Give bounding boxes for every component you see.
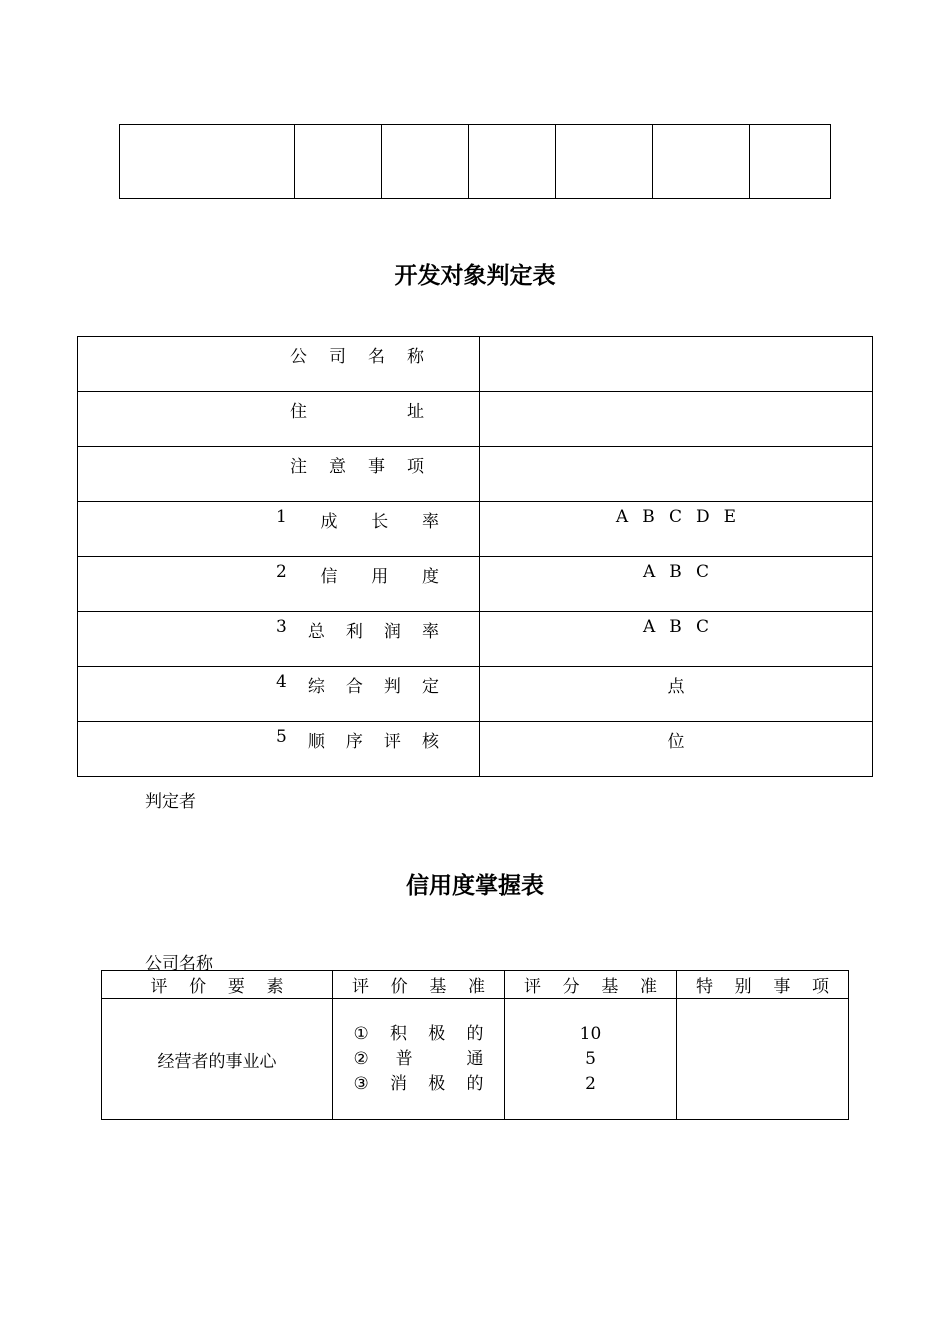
table-row <box>78 337 873 392</box>
empty-cell <box>295 125 382 199</box>
empty-cell <box>120 125 295 199</box>
empty-cell <box>556 125 653 199</box>
option-normal: ② 普 通 <box>353 1048 484 1069</box>
company-name-label: 公 司 名 称 <box>290 347 424 367</box>
label-cell <box>78 557 480 612</box>
overall-judgment-label: 4 综 合 判 定 <box>276 672 439 697</box>
factor-cell: 经营者的事业心 <box>102 999 333 1120</box>
company-name-value <box>480 337 873 392</box>
credit-assessment-table <box>101 970 849 1120</box>
notes-value <box>480 447 873 502</box>
criteria-cell <box>333 999 505 1120</box>
table-row <box>78 612 873 667</box>
label-cell <box>78 612 480 667</box>
gross-profit-rate-label: 3 总 利 润 率 <box>276 617 439 642</box>
label-cell <box>78 392 480 447</box>
credit-table-title: 信用度掌握表 <box>406 873 544 899</box>
overall-judgment-value: 点 <box>480 667 873 722</box>
table-row <box>78 392 873 447</box>
table-header-row <box>102 971 849 999</box>
table-row <box>102 999 849 1120</box>
credit-grades: ABC <box>480 557 873 612</box>
label-cell <box>78 447 480 502</box>
table-row <box>78 557 873 612</box>
table-row <box>78 502 873 557</box>
table-row <box>78 667 873 722</box>
score-cell <box>505 999 677 1120</box>
ranking-review-label: 5 顺 序 评 核 <box>276 727 439 752</box>
judgment-table <box>77 336 873 777</box>
header-evaluation-criteria: 评 价 基 准 <box>333 971 505 999</box>
header-special-notes: 特 别 事 项 <box>677 971 849 999</box>
label-cell <box>78 722 480 777</box>
score-value: 10 <box>579 1023 602 1044</box>
header-scoring-criteria: 评 分 基 准 <box>505 971 677 999</box>
option-positive: ① 积 极 的 <box>353 1023 484 1044</box>
top-empty-table <box>119 124 831 199</box>
credit-label: 2 信 用 度 <box>276 562 439 587</box>
score-value: 2 <box>585 1073 596 1094</box>
label-cell <box>78 337 480 392</box>
ranking-review-value: 位 <box>480 722 873 777</box>
table-row <box>78 722 873 777</box>
empty-cell <box>382 125 469 199</box>
special-notes-cell <box>677 999 849 1120</box>
gross-profit-rate-grades: ABC <box>480 612 873 667</box>
company-name-caption: 公司名称 <box>145 954 213 974</box>
label-cell <box>78 667 480 722</box>
judger-label: 判定者 <box>145 792 196 812</box>
label-cell <box>78 502 480 557</box>
judgment-table-title: 开发对象判定表 <box>394 263 556 289</box>
address-value <box>480 392 873 447</box>
growth-rate-grades: ABCDE <box>480 502 873 557</box>
empty-cell <box>469 125 556 199</box>
growth-rate-label: 1 成 长 率 <box>276 507 439 532</box>
score-value: 5 <box>585 1048 596 1069</box>
notes-label: 注 意 事 项 <box>290 457 424 477</box>
address-label: 住 址 <box>290 402 424 422</box>
empty-cell <box>750 125 831 199</box>
option-negative: ③ 消 极 的 <box>353 1073 484 1094</box>
empty-cell <box>653 125 750 199</box>
header-evaluation-factor: 评 价 要 素 <box>102 971 333 999</box>
table-row <box>78 447 873 502</box>
